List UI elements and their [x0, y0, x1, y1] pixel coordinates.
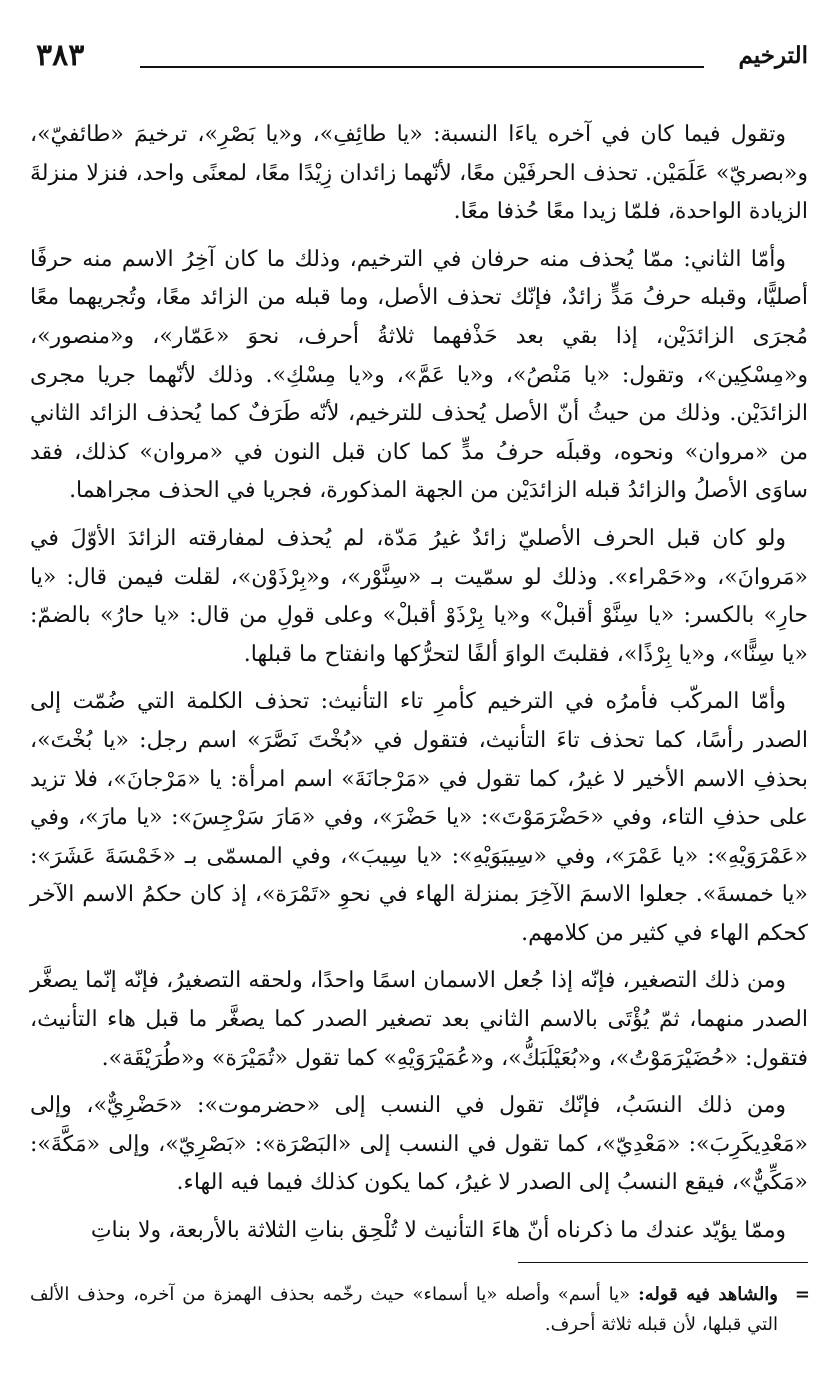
- paragraph-nisba: وتقول فيما كان في آخره ياءَا النسبة: «يا طائِفِ»، و«يا بَصْرِ»، ترخيمَ «طائفيّ»، و«بصريّ» عَلَمَيْن. تحذف الحرفَيْن معًا، لأنّهما زائدان زِيْدًا معًا، لمعنًى واحد، فنزلا منزلةَ الزيادة الواحدة، فلمّا زيدا معًا حُذفا معًا.: [30, 122, 808, 225]
- page-number: ٣٨٣: [36, 38, 85, 73]
- footnote: [30, 1280, 808, 1340]
- paragraph-nisba-relation: ومن ذلك النسَبُ، فإنّك تقول في النسب إلى «حضرموت»: «حَضْرِيٌّ»، وإلى «مَعْدِيكَرِبَ»: «مَعْدِيّ»، كما تقول في النسب إلى «البَصْرَة»: «بَصْرِيّ»، وإلى «مَكَّةَ»: «مَكِّيٌّ»، فيقع النسبُ إلى الصدر لا غيرُ، كما يكون كذلك فيما فيه الهاء.: [30, 1093, 808, 1196]
- book-page: [30, 36, 808, 1356]
- paragraph-diminutive: ومن ذلك التصغير، فإنّه إذا جُعل الاسمان اسمًا واحدًا، ولحقه التصغيرُ، فإنّه إنّما يصغَّر الصدر منهما، ثمّ يُؤْتَى بالاسم الثاني بعد تصغير الصدر كما يصغَّر ما قبل هاء التأنيث، فتقول: «حُضَيْرَمَوْتُ»، و«بُعَيْلَبَكُّ»، و«عُمَيْرَوَيْهِ» كما تقول «تُمَيْرَة» و«طُرَيْقَة».: [30, 968, 808, 1071]
- header-rule: [140, 66, 704, 68]
- paragraph-closing: وممّا يؤيّد عندك ما ذكرناه أنّ هاءَ التأنيث لا تُلْحِق بناتِ الثلاثة بالأربعة، ولا بناتِ: [90, 1218, 786, 1244]
- footnote-body: [30, 1280, 778, 1340]
- footnote-continuation-marker: =: [794, 1284, 810, 1305]
- chapter-title: الترخيم: [738, 42, 808, 69]
- footnote-text: «يا أسم» وأصله «يا أسماء» حيث رخّمه بحذف الهمزة من آخره، وحذف الألف التي قبلها، لأن قبله ثلاثة أحرف.: [30, 1284, 778, 1335]
- paragraph-non-madd: ولو كان قبل الحرف الأصليّ زائدٌ غيرُ مَدّة، لم يُحذف لمفارقته الزائدَ الأوّلَ في «مَروانَ»، و«حَمْراء». وذلك لو سمّيت بـ «سِنَّوْر»، و«بِرْذَوْن»، لقلت فيمن قال: «يا حارِ» بالكسر: «يا سِنَّوْ أقبلْ» و«يا بِرْذَوْ أقبلْ» وعلى قولِ من قال: «يا حارُ» بالضمّ: «يا سِنًّا»، و«يا بِرْذًا»، فقلبتَ الواوَ ألفًا لتحرُّكها وانفتاح ما قبلها.: [30, 525, 808, 667]
- body-text: [30, 116, 808, 1251]
- paragraph-compound: وأمّا المركّب فأمرُه في الترخيم كأمرِ تاء التأنيث: تحذف الكلمة التي ضُمّت إلى الصدر رأسًا، كما تحذف تاءَ التأنيث، فتقول في «بُخْتَ نَصَّرَ» اسم رجل: «يا بُخْتَ»، بحذفِ الاسم الأخير لا غيرُ، كما تقول في «مَرْجانَةَ» اسم امرأة: يا «مَرْجانَ»، فلا تزيد على حذفِ التاء، وفي «حَضْرَمَوْتَ»: «يا حَضْرَ»، وفي «مَارَ سَرْجِسَ»: «يا مارَ»، وفي «عَمْرَوَيْهِ»: «يا عَمْرَ»، وفي «سِيبَوَيْهِ»: «يا سِيبَ»، وفي المسمّى بـ «خَمْسَةَ عَشَرَ»: «يا خمسةَ». جعلوا الاسمَ الآخِرَ بمنزلة الهاء في نحوِ «تَمْرَة»، إذ كان حكمُ الاسم الآخر كحكم الهاء في كثير من كلامهم.: [30, 689, 808, 946]
- footnote-rule: [518, 1262, 808, 1263]
- paragraph-second-case: وأمّا الثاني: ممّا يُحذف منه حرفان في الترخيم، وذلك ما كان آخِرُ الاسم منه حرفًا أصليًّا، وقبله حرفُ مَدٍّ زائدٌ، فإنّك تحذف الأصل، وما قبله من الزائد معًا، وتُجريهما معًا مُجرَى الزائدَيْن، إذا بقي بعد حَذْفهما ثلاثةُ أحرف، نحوَ «عَمّار»، و«منصور»، و«مِسْكِين»، وتقول: «يا مَنْصُ»، و«يا عَمَّ»، و«يا مِسْكِ». وذلك لأنّهما جريا مجرى الزائدَيْن. وذلك من حيثُ أنّ الأصل يُحذف للترخيم، لأنّه طَرَفٌ كما يُحذف الزائد الثاني من «مروان» ونحوه، وقبلَه حرفُ مدٍّ كما كان قبل النون في «مروان» كذلك، فقد ساوَى الأصلُ والزائدُ قبله الزائدَيْن من الجهة المذكورة، فجريا في الحذف مجراهما.: [30, 246, 808, 504]
- footnote-lead: والشاهد فيه قوله:: [638, 1284, 778, 1305]
- running-header: [30, 36, 808, 76]
